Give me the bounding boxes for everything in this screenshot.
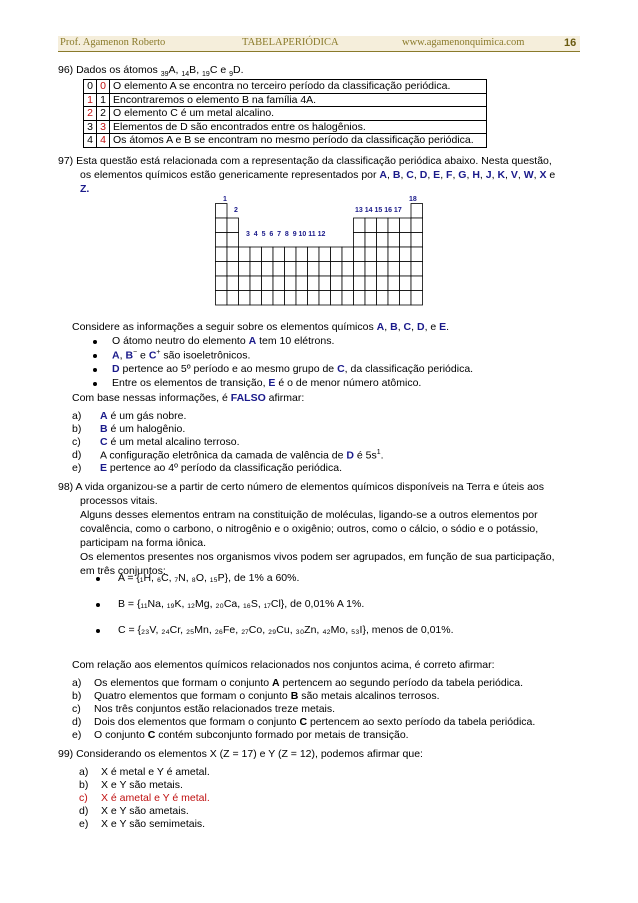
pt-transition-groups-label: 3 4 5 6 7 8 9 10 11 12 xyxy=(246,231,326,238)
q97-bullet-4: Entre os elementos de transição, E é o de menor número atômico. xyxy=(112,377,422,389)
periodic-table-cell xyxy=(319,262,331,277)
periodic-table-cell xyxy=(216,262,228,277)
page-header xyxy=(58,36,580,52)
q98-set-c: C = {₂₃V, ₂₄Cr, ₂₅Mn, ₂₆Fe, ₂₇Co, ₂₉Cu, ₃₀Zn, ₄₂Mo, ₅₃I}, menos de 0,01%. xyxy=(118,624,454,636)
periodic-table-cell xyxy=(319,276,331,291)
periodic-table-cell xyxy=(354,218,366,233)
periodic-table-cell xyxy=(216,276,228,291)
periodic-table-cell xyxy=(227,291,239,306)
periodic-table-cell xyxy=(227,233,239,248)
periodic-table-cell xyxy=(216,247,228,262)
periodic-table-cell xyxy=(400,291,412,306)
periodic-table-grid xyxy=(215,203,425,307)
periodic-table-cell xyxy=(285,276,297,291)
periodic-table-cell xyxy=(354,291,366,306)
periodic-table-cell xyxy=(273,262,285,277)
periodic-table-cell xyxy=(331,262,343,277)
periodic-table-cell xyxy=(308,262,320,277)
periodic-table-cell xyxy=(273,247,285,262)
q97-consider: Considere as informações a seguir sobre os elementos químicos A, B, C, D, e E. xyxy=(72,321,450,333)
periodic-table-cell xyxy=(388,291,400,306)
table-row: 1 1 Encontraremos o elemento B na família 4A. xyxy=(84,93,487,107)
q98-set-b: B = {₁₁Na, ₁₉K, ₁₂Mg, ₂₀Ca, ₁₆S, ₁₇Cl}, de 0,01% A 1%. xyxy=(118,598,365,610)
periodic-table-cell xyxy=(331,291,343,306)
periodic-table-cell xyxy=(239,276,251,291)
q97-option-c: c) C é um metal alcalino terroso. xyxy=(72,436,240,448)
bullet-icon xyxy=(93,382,97,386)
header-site: www.agamenonquimica.com xyxy=(402,37,525,48)
periodic-table-cell xyxy=(227,247,239,262)
periodic-table-cell xyxy=(308,247,320,262)
q97-option-d: d) A configuração eletrônica da camada de valência de D é $5s^1$. xyxy=(72,449,384,462)
periodic-table-cell xyxy=(262,276,274,291)
periodic-table-cell xyxy=(411,233,423,248)
periodic-table-cell xyxy=(354,233,366,248)
periodic-table-cell xyxy=(250,262,262,277)
periodic-table-cell xyxy=(227,262,239,277)
q97-line2: os elementos químicos estão genericamente representados por A, B, C, D, E, F, G, H, J, K, V, W, X e xyxy=(80,169,556,181)
periodic-table-cell xyxy=(239,247,251,262)
periodic-table-cell xyxy=(216,204,228,219)
pt-group-1-label: 1 xyxy=(223,196,227,203)
q98-line-7: em três conjuntos: xyxy=(80,565,166,577)
periodic-table-cell xyxy=(296,291,308,306)
periodic-table-cell xyxy=(216,218,228,233)
q96-intro: 96) Dados os átomos $_{39}$A, $_{14}$B, $_{19}$C e $_9$D. xyxy=(58,64,244,79)
periodic-table-cell xyxy=(227,218,239,233)
periodic-table-cell xyxy=(273,276,285,291)
periodic-table-cell xyxy=(308,276,320,291)
q99-option-c: c) X é ametal e Y é metal. xyxy=(79,792,210,804)
periodic-table-cell xyxy=(377,276,389,291)
q96-table xyxy=(83,79,487,148)
periodic-table-cell xyxy=(296,276,308,291)
q98-option-a: a) Os elementos que formam o conjunto A pertencem ao segundo período da tabela periódica. xyxy=(72,677,524,689)
periodic-table-cell xyxy=(354,276,366,291)
periodic-table-cell xyxy=(262,262,274,277)
periodic-table-cell xyxy=(365,276,377,291)
periodic-table-cell xyxy=(296,247,308,262)
q97-bullet-2: A, B− e C+ são isoeletrônicos. xyxy=(112,349,251,362)
bullet-icon xyxy=(96,603,100,607)
header-page-number: 16 xyxy=(564,37,577,49)
periodic-table-cell xyxy=(411,262,423,277)
q99-option-b: b) X e Y são metais. xyxy=(79,779,183,791)
bullet-icon xyxy=(93,368,97,372)
periodic-table-cell xyxy=(354,262,366,277)
periodic-table-cell xyxy=(388,247,400,262)
periodic-table-cell xyxy=(319,291,331,306)
periodic-table-cell xyxy=(273,291,285,306)
periodic-table-cell xyxy=(365,262,377,277)
periodic-table-cell xyxy=(365,233,377,248)
periodic-table-cell xyxy=(262,291,274,306)
q99-option-d: d) X e Y são ametais. xyxy=(79,805,189,817)
periodic-table-cell xyxy=(227,276,239,291)
periodic-table-cell xyxy=(388,276,400,291)
bullet-icon xyxy=(93,340,97,344)
periodic-table-cell xyxy=(400,276,412,291)
periodic-table-cell xyxy=(239,291,251,306)
periodic-table-cell xyxy=(285,247,297,262)
periodic-table-cell xyxy=(319,247,331,262)
periodic-table-cell xyxy=(250,247,262,262)
q97-base: Com base nessas informações, é FALSO afirmar: xyxy=(72,392,305,404)
periodic-table-cell xyxy=(342,262,354,277)
pt-group-18-label: 18 xyxy=(409,196,417,203)
periodic-table-cell xyxy=(250,291,262,306)
periodic-table-cell xyxy=(377,233,389,248)
q98-line-2: processos vitais. xyxy=(80,495,158,507)
header-author: Prof. Agamenon Roberto xyxy=(60,37,166,48)
periodic-table-cell xyxy=(342,247,354,262)
periodic-table-cell xyxy=(262,247,274,262)
periodic-table-cell xyxy=(365,218,377,233)
bullet-icon xyxy=(96,629,100,633)
periodic-table-cell xyxy=(400,247,412,262)
periodic-table-cell xyxy=(411,218,423,233)
periodic-table-cell xyxy=(411,247,423,262)
periodic-table-cell xyxy=(296,262,308,277)
q99-option-e: e) X e Y são semimetais. xyxy=(79,818,206,830)
periodic-table-cell xyxy=(342,276,354,291)
periodic-table-cell xyxy=(377,291,389,306)
q97-bullet-1: O átomo neutro do elemento A tem 10 elétrons. xyxy=(112,335,335,347)
header-title: TABELAPERIÓDICA xyxy=(242,37,339,48)
periodic-table-cell xyxy=(216,291,228,306)
periodic-table-cell xyxy=(411,276,423,291)
q98-line-5: participam na forma iônica. xyxy=(80,537,207,549)
periodic-table-cell xyxy=(216,233,228,248)
q98-line-3: Alguns desses elementos entram na constituição de moléculas, ligando-se a outros elementos por xyxy=(80,509,538,521)
q98-line-6: Os elementos presentes nos organismos vivos podem ser agrupados, em função de sua participação, xyxy=(80,551,555,563)
periodic-table-cell xyxy=(331,276,343,291)
q98-line-1: 98) A vida organizou-se a partir de certo número de elementos químicos disponíveis na Terra e úteis aos xyxy=(58,481,544,493)
q97-option-e: e) E pertence ao 4º período da classificação periódica. xyxy=(72,462,342,474)
periodic-table-cell xyxy=(342,291,354,306)
pt-groups-13-17-label: 13 14 15 16 17 xyxy=(355,207,402,214)
q98-option-b: b) Quatro elementos que formam o conjunto B são metais alcalinos terrosos. xyxy=(72,690,440,702)
periodic-table-cell xyxy=(400,233,412,248)
table-row: 3 3 Elementos de D são encontrados entre os halogênios. xyxy=(84,120,487,134)
periodic-table-cell xyxy=(388,233,400,248)
periodic-table-cell xyxy=(285,291,297,306)
periodic-table-cell xyxy=(365,247,377,262)
q98-set-a: A = {₁H, ₆C, ₇N, ₈O, ₁₅P}, de 1% a 60%. xyxy=(118,572,300,584)
q99-intro: 99) Considerando os elementos X (Z = 17) e Y (Z = 12), podemos afirmar que: xyxy=(58,748,423,760)
periodic-table-cell xyxy=(377,247,389,262)
periodic-table-cell xyxy=(239,262,251,277)
periodic-table-cell xyxy=(411,204,423,219)
bullet-icon xyxy=(96,577,100,581)
periodic-table-cell xyxy=(331,247,343,262)
q99-option-a: a) X é metal e Y é ametal. xyxy=(79,766,210,778)
periodic-table-cell xyxy=(377,262,389,277)
periodic-table-cell xyxy=(400,218,412,233)
q98-relation: Com relação aos elementos químicos relacionados nos conjuntos acima, é correto afirmar: xyxy=(72,659,495,671)
periodic-table-cell xyxy=(308,291,320,306)
periodic-table-cell xyxy=(250,276,262,291)
table-row: 2 2 O elemento C é um metal alcalino. xyxy=(84,107,487,121)
q97-option-b: b) B é um halogênio. xyxy=(72,423,186,435)
periodic-table-cell xyxy=(365,291,377,306)
periodic-table-cell xyxy=(377,218,389,233)
periodic-table-cell xyxy=(411,291,423,306)
q97-bullet-3: D pertence ao 5º período e ao mesmo grupo de C, da classificação periódica. xyxy=(112,363,474,375)
q97-line1: 97) Esta questão está relacionada com a representação da classificação periódica abaixo. Nesta questão, xyxy=(58,155,552,167)
q97-line3: Z. xyxy=(80,183,90,195)
q98-line-4: covalência, como o carbono, o nitrogênio e o oxigênio; outros, como o cálcio, o sódio e o potássio, xyxy=(80,523,539,535)
q98-option-c: c) Nos três conjuntos estão relacionados treze metais. xyxy=(72,703,336,715)
periodic-table-cell xyxy=(388,262,400,277)
table-row: 4 4 Os átomos A e B se encontram no mesmo período da classificação periódica. xyxy=(84,134,487,148)
q98-option-e: e) O conjunto C contém subconjunto formado por metais de transição. xyxy=(72,729,409,741)
periodic-table-cell xyxy=(354,247,366,262)
q98-option-d: d) Dois dos elementos que formam o conjunto C pertencem ao sexto período da tabela periódica. xyxy=(72,716,536,728)
pt-group-2-label: 2 xyxy=(234,207,238,214)
q97-option-a: a) A é um gás nobre. xyxy=(72,410,187,422)
periodic-table-cell xyxy=(285,262,297,277)
bullet-icon xyxy=(93,354,97,358)
periodic-table-cell xyxy=(388,218,400,233)
table-row: 0 0 O elemento A se encontra no terceiro período da classificação periódica. xyxy=(84,80,487,94)
periodic-table-cell xyxy=(400,262,412,277)
